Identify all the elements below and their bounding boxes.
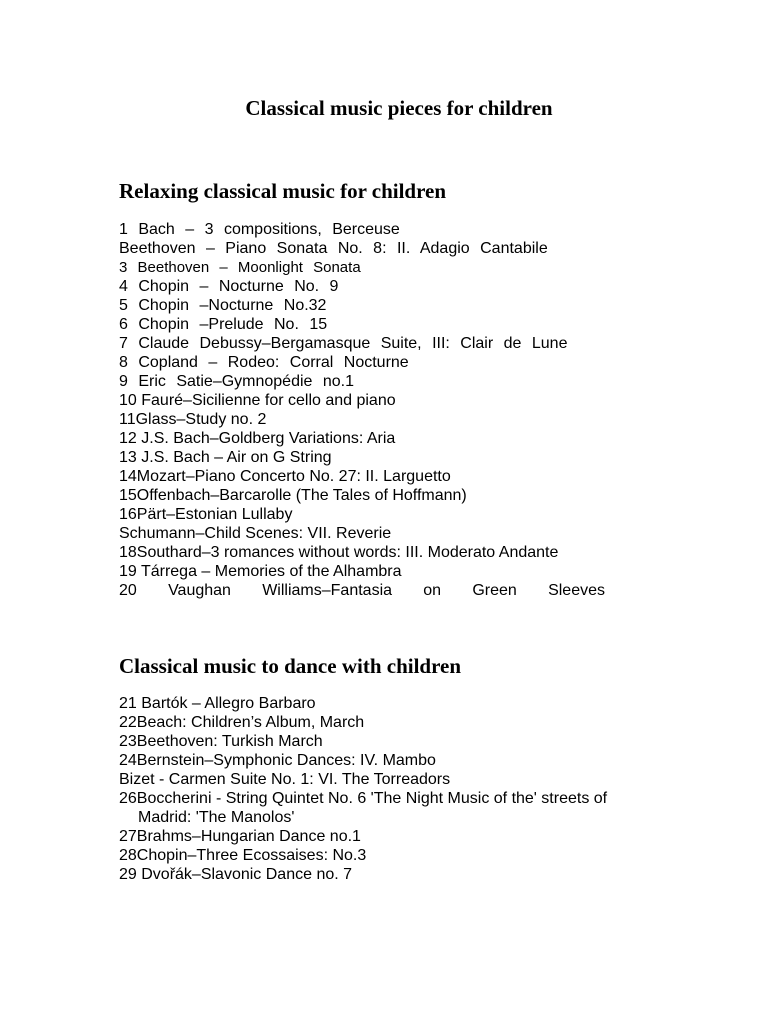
list-item: 15Offenbach–Barcarolle (The Tales of Hoffmann) <box>119 487 467 504</box>
list-item: 7 Claude Debussy–Bergamasque Suite, III: Clair de Lune <box>119 335 568 352</box>
list-item: 16Pärt–Estonian Lullaby <box>119 506 293 523</box>
list-item: 18Southard–3 romances without words: III. Moderato Andante <box>119 544 559 561</box>
list-item: 13 J.S. Bach – Air on G String <box>119 449 332 466</box>
list-item: 4 Chopin – Nocturne No. 9 <box>119 278 339 295</box>
section-heading-relaxing: Relaxing classical music for children <box>119 179 447 203</box>
list-item-word: on <box>423 582 442 599</box>
list-item: 22Beach: Children’s Album, March <box>119 714 365 731</box>
list-item: 8 Copland – Rodeo: Corral Nocturne <box>119 354 409 371</box>
list-item: 10 Fauré–Sicilienne for cello and piano <box>119 392 396 409</box>
list-item-word: 20 <box>119 582 137 599</box>
list-item-word: Green <box>472 582 517 599</box>
list-item: 23Beethoven: Turkish March <box>119 733 323 750</box>
list-item: Bizet - Carmen Suite No. 1: VI. The Torreadors <box>119 771 451 788</box>
piece-list-relaxing <box>119 220 605 600</box>
list-item-word: Williams–Fantasia <box>262 582 393 599</box>
list-item: 5 Chopin –Nocturne No.32 <box>119 297 327 314</box>
list-item: 26Boccherini - String Quintet No. 6 'The Night Music of the' streets of Madrid: 'The Manolos' <box>119 790 608 826</box>
list-item: Beethoven – Piano Sonata No. 8: II. Adagio Cantabile <box>119 240 548 257</box>
list-item: 29 Dvořák–Slavonic Dance no. 7 <box>119 866 353 883</box>
list-item: Schumann–Child Scenes: VII. Reverie <box>119 525 392 542</box>
list-item-word: Vaughan <box>168 582 231 599</box>
list-item: 21 Bartók – Allegro Barbaro <box>119 695 316 712</box>
list-item: 12 J.S. Bach–Goldberg Variations: Aria <box>119 430 396 447</box>
list-item: 27Brahms–Hungarian Dance no.1 <box>119 828 361 845</box>
list-item <box>119 581 605 600</box>
list-item: 19 Tárrega – Memories of the Alhambra <box>119 563 402 580</box>
piece-list-dance <box>119 694 608 884</box>
section-heading-dance: Classical music to dance with children <box>119 654 462 678</box>
list-item: 24Bernstein–Symphonic Dances: IV. Mambo <box>119 752 436 769</box>
list-item: 3 Beethoven – Moonlight Sonata <box>119 259 361 276</box>
list-item: 9 Eric Satie–Gymnopédie no.1 <box>119 373 355 390</box>
list-item: 11Glass–Study no. 2 <box>119 411 267 428</box>
list-item: 14Mozart–Piano Concerto No. 27: II. Larguetto <box>119 468 451 485</box>
page-title: Classical music pieces for children <box>245 96 553 120</box>
list-item: 6 Chopin –Prelude No. 15 <box>119 316 328 333</box>
list-item: 1 Bach – 3 compositions, Berceuse <box>119 221 400 238</box>
list-item-word: Sleeves <box>548 582 605 599</box>
list-item: 28Chopin–Three Ecossaises: No.3 <box>119 847 367 864</box>
